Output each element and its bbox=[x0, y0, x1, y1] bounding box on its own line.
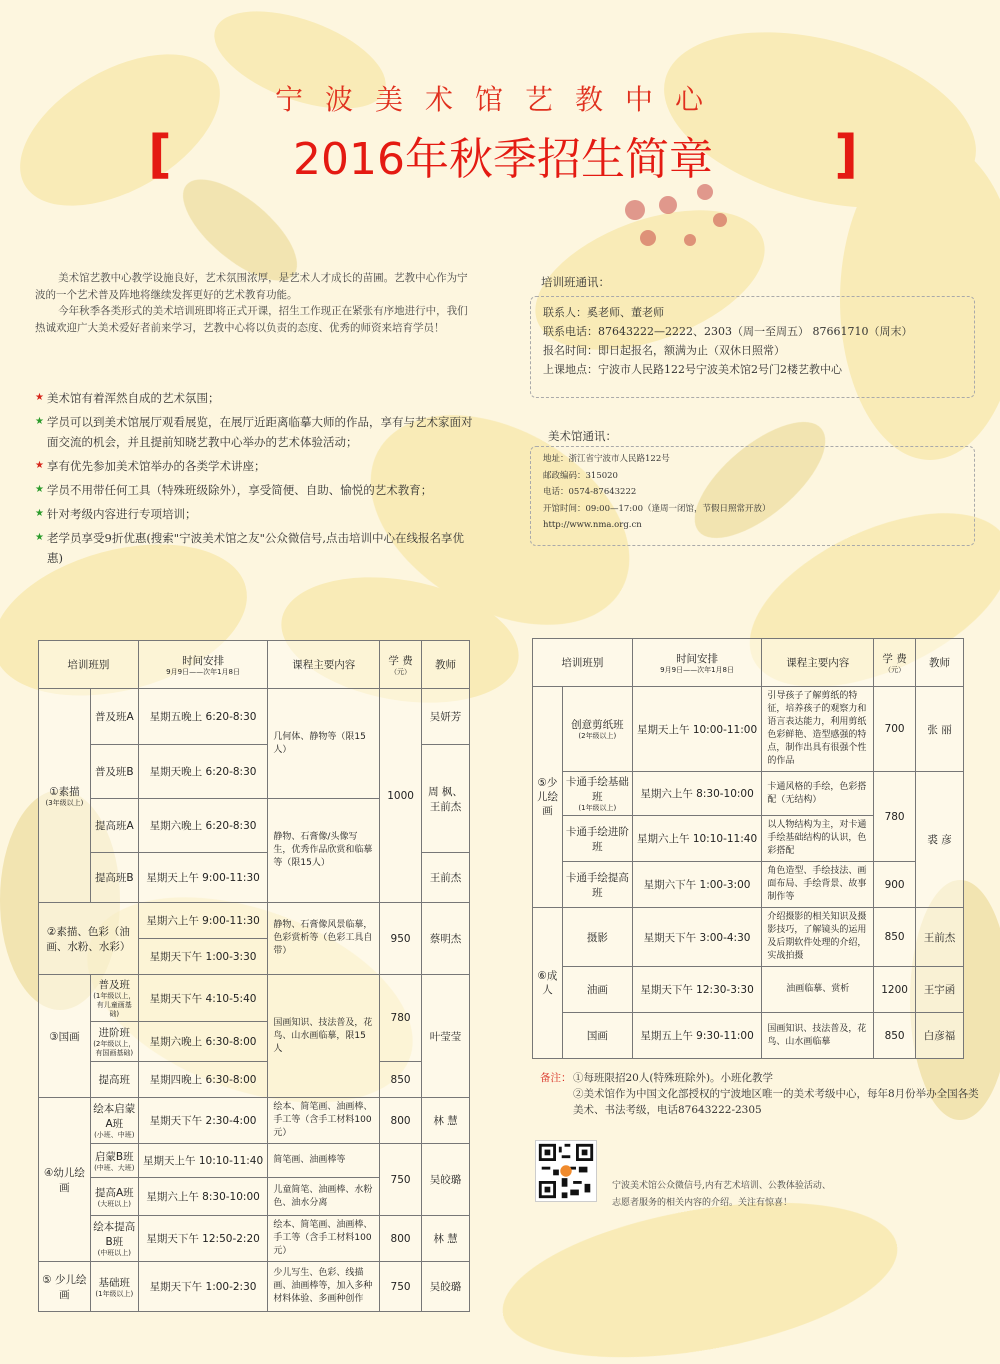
museum-postcode: 邮政编码：315020 bbox=[543, 470, 618, 481]
content-cell: 几何体、静物等（限15人） bbox=[268, 689, 380, 799]
time-cell: 星期六上午 8:30-10:00 bbox=[138, 1178, 268, 1216]
contact-box bbox=[530, 296, 975, 398]
table-row bbox=[39, 1062, 470, 1098]
content-cell: 简笔画、油画棒等 bbox=[268, 1144, 380, 1178]
table-row bbox=[39, 1216, 470, 1262]
qr-caption: 宁波美术馆公众微信号,内有艺术培训、公教体验活动、 志愿者服务的相关内容的介绍。关注有惊喜！ bbox=[612, 1181, 831, 1208]
group-cell: ③国画 bbox=[39, 975, 91, 1098]
fee-cell: 900 bbox=[874, 862, 916, 908]
title-text: 2016年秋季招生简章 bbox=[293, 134, 713, 185]
benefit-item: ★ 学员不用带任何工具（特殊班级除外），享受简便、自助、愉悦的艺术教育； bbox=[35, 480, 480, 500]
museum-title: 美术馆通讯： bbox=[548, 429, 617, 443]
header-fee: 学 费 （元） bbox=[874, 639, 916, 687]
teacher-cell: 王前杰 bbox=[422, 853, 470, 903]
content-cell: 介绍摄影的相关知识及摄影技巧，了解镜头的运用及后期软件处理的介绍，实战拍摄 bbox=[762, 908, 874, 967]
table-row bbox=[39, 689, 470, 745]
teacher-cell: 吴妍芳 bbox=[422, 689, 470, 745]
class-cell: 摄影 bbox=[562, 908, 632, 967]
table-row bbox=[533, 967, 964, 1013]
content-cell: 卡通风格的手绘，色彩搭配（无结构） bbox=[762, 772, 874, 816]
fee-cell: 850 bbox=[874, 908, 916, 967]
benefit-item: ★ 享有优先参加美术馆举办的各类学术讲座； bbox=[35, 456, 480, 476]
fee-cell: 1000 bbox=[380, 689, 422, 903]
fee-cell: 780 bbox=[874, 772, 916, 862]
time-cell: 星期天下午 1:00-3:30 bbox=[138, 939, 268, 975]
content-cell: 绘本、简笔画、油画棒、手工等（含手工材料100元） bbox=[268, 1216, 380, 1262]
class-cell: 卡通手绘提高班 bbox=[562, 862, 632, 908]
star-icon: ★ bbox=[35, 532, 44, 543]
group-cell: ⑥成人 bbox=[533, 908, 563, 1059]
teacher-cell: 周 枫、王前杰 bbox=[422, 745, 470, 853]
group-cell: ⑤ 少儿绘画 bbox=[39, 1262, 91, 1312]
bracket-right: ] bbox=[834, 125, 858, 185]
fee-cell: 750 bbox=[380, 1262, 422, 1312]
content-cell: 静物、石膏像风景临摹，色彩赏析等（色彩工具自带） bbox=[268, 903, 380, 975]
fee-cell: 750 bbox=[380, 1144, 422, 1216]
benefit-item: ★ 针对考级内容进行专项培训； bbox=[35, 504, 480, 524]
class-cell: 基础班 (1年级以上) bbox=[90, 1262, 138, 1312]
time-cell: 星期六上午 10:10-11:40 bbox=[632, 816, 762, 862]
group-cell: ⑤少儿绘画 bbox=[533, 687, 563, 908]
star-icon: ★ bbox=[35, 460, 44, 471]
intro-paragraph: 美术馆艺教中心教学设施良好，艺术氛围浓厚，是艺术人才成长的苗圃。艺教中心作为宁波的一个艺术普及阵地将继续发挥更好的艺术教育功能。 bbox=[35, 272, 468, 301]
teacher-cell: 王宇函 bbox=[916, 967, 964, 1013]
teacher-cell: 蔡明杰 bbox=[422, 903, 470, 975]
museum-phone: 电话：0574-87643222 bbox=[543, 487, 637, 497]
content-cell: 国画知识、技法普及，花鸟、山水画临摹 bbox=[762, 1013, 874, 1059]
class-cell: 普及班A bbox=[90, 689, 138, 745]
contact-phone: 联系电话：87643222—2222、2303（周一至周五） 87661710（周末） bbox=[543, 325, 913, 338]
fee-cell: 950 bbox=[380, 903, 422, 975]
time-cell: 星期六晚上 6:30-8:00 bbox=[138, 1022, 268, 1062]
benefits-list bbox=[35, 388, 480, 572]
intro-text bbox=[35, 270, 475, 336]
header-time: 时间安排 9月9日——次年1月8日 bbox=[632, 639, 762, 687]
teacher-cell: 林 慧 bbox=[422, 1216, 470, 1262]
bracket-left: [ bbox=[148, 125, 172, 185]
time-cell: 星期天上午 9:00-11:30 bbox=[138, 853, 268, 903]
benefit-item: ★ 学员可以到美术馆展厅观看展览，在展厅近距离临摹大师的作品，享有与艺术家面对面交流的机会，并且提前知晓艺教中心举办的艺术体验活动； bbox=[35, 412, 480, 452]
teacher-cell: 叶莹莹 bbox=[422, 975, 470, 1098]
class-cell: 国画 bbox=[562, 1013, 632, 1059]
star-icon: ★ bbox=[35, 484, 44, 495]
class-cell: 提高A班 (大班以上) bbox=[90, 1178, 138, 1216]
class-cell: 卡通手绘基础班 (1年级以上) bbox=[562, 772, 632, 816]
content-cell: 绘本、简笔画、油画棒、手工等（含手工材料100元） bbox=[268, 1098, 380, 1144]
time-cell: 星期六下午 1:00-3:00 bbox=[632, 862, 762, 908]
header-teacher: 教师 bbox=[422, 641, 470, 689]
note-item: ②美术馆作为中国文化部授权的宁波地区唯一的美术考级中心，每年8月份举办全国各类美术、书法考级，电话87643222-2305 bbox=[573, 1088, 979, 1116]
table-row bbox=[533, 772, 964, 816]
content-cell: 油画临摹、赏析 bbox=[762, 967, 874, 1013]
time-cell: 星期天下午 3:00-4:30 bbox=[632, 908, 762, 967]
time-cell: 星期五晚上 6:20-8:30 bbox=[138, 689, 268, 745]
museum-website[interactable]: http://www.nma.org.cn bbox=[543, 520, 642, 530]
main-title bbox=[148, 125, 858, 185]
museum-box bbox=[530, 446, 975, 546]
table-header-row bbox=[533, 639, 964, 687]
class-cell: 普及班B bbox=[90, 745, 138, 799]
time-cell: 星期天下午 1:00-2:30 bbox=[138, 1262, 268, 1312]
course-table-right bbox=[532, 638, 964, 1059]
contact-title: 培训班通讯： bbox=[541, 275, 610, 289]
table-row bbox=[39, 1144, 470, 1178]
class-cell: 提高班 bbox=[90, 1062, 138, 1098]
time-cell: 星期天上午 10:10-11:40 bbox=[138, 1144, 268, 1178]
fee-cell: 800 bbox=[380, 1098, 422, 1144]
header-teacher: 教师 bbox=[916, 639, 964, 687]
time-cell: 星期天下午 12:30-3:30 bbox=[632, 967, 762, 1013]
header-fee: 学 费 （元） bbox=[380, 641, 422, 689]
intro-paragraph: 今年秋季各类形式的美术培训班即将正式开课，招生工作现正在紧张有序地进行中，我们热诚欢迎广大美术爱好者前来学习，艺教中心将以负责的态度、优秀的师资来培育学员！ bbox=[35, 305, 468, 334]
fee-cell: 780 bbox=[380, 975, 422, 1062]
teacher-cell: 白彦福 bbox=[916, 1013, 964, 1059]
table-row bbox=[39, 975, 470, 1022]
class-cell: 绘本启蒙A班 (小班、中班) bbox=[90, 1098, 138, 1144]
header-content: 课程主要内容 bbox=[268, 641, 380, 689]
teacher-cell: 裘 彦 bbox=[916, 772, 964, 908]
header-time: 时间安排 9月9日——次年1月8日 bbox=[138, 641, 268, 689]
org-title: 宁波美术馆艺教中心 bbox=[274, 83, 725, 116]
content-cell: 少儿写生、色彩、线描画、油画棒等，加入多种材料体验、多画种创作 bbox=[268, 1262, 380, 1312]
fee-cell: 850 bbox=[380, 1062, 422, 1098]
course-table-left bbox=[38, 640, 470, 1312]
benefit-item: ★ 老学员享受9折优惠(搜索"宁波美术馆之友"公众微信号,点击培训中心在线报名享优惠) bbox=[35, 528, 480, 568]
museum-hours: 开馆时间：09:00—17:00（逢周一闭馆，节假日照常开放） bbox=[543, 503, 771, 514]
enroll-time: 报名时间：即日起报名，额满为止（双休日照常） bbox=[543, 344, 785, 357]
class-cell: 油画 bbox=[562, 967, 632, 1013]
time-cell: 星期六上午 8:30-10:00 bbox=[632, 772, 762, 816]
content-cell: 引导孩子了解剪纸的特征，培养孩子的观察力和语言表达能力，利用剪纸色彩鲜艳、造型感强的特点，制作出具有很强个性的作品 bbox=[762, 687, 874, 772]
table-row bbox=[533, 1013, 964, 1059]
fee-cell: 850 bbox=[874, 1013, 916, 1059]
content-cell: 儿童简笔、油画棒、水粉色、油水分离 bbox=[268, 1178, 380, 1216]
teacher-cell: 张 丽 bbox=[916, 687, 964, 772]
time-cell: 星期六晚上 6:20-8:30 bbox=[138, 799, 268, 853]
table-row bbox=[39, 1098, 470, 1144]
class-cell: 普及班 (1年级以上，有儿童画基础) bbox=[90, 975, 138, 1022]
content-cell: 国画知识、技法普及，花鸟、山水画临摹，限15人 bbox=[268, 975, 380, 1098]
class-cell: 提高班B bbox=[90, 853, 138, 903]
class-cell: 卡通手绘进阶班 bbox=[562, 816, 632, 862]
group-cell: ②素描、色彩（油画、水粉、水彩） bbox=[39, 903, 139, 975]
class-cell: 绘本提高B班 (中班以上) bbox=[90, 1216, 138, 1262]
time-cell: 星期四晚上 6:30-8:00 bbox=[138, 1062, 268, 1098]
star-icon: ★ bbox=[35, 392, 44, 403]
note-item: ①每班限招20人(特殊班除外)。小班化教学 bbox=[573, 1072, 774, 1084]
time-cell: 星期天下午 4:10-5:40 bbox=[138, 975, 268, 1022]
header-class: 培训班别 bbox=[533, 639, 633, 687]
notes-label: 备注： bbox=[540, 1072, 572, 1084]
class-cell: 启蒙B班 (中班、大班) bbox=[90, 1144, 138, 1178]
table-row bbox=[533, 687, 964, 772]
time-cell: 星期天下午 12:50-2:20 bbox=[138, 1216, 268, 1262]
museum-address: 地址：浙江省宁波市人民路122号 bbox=[543, 454, 670, 464]
group-cell: ④幼儿绘画 bbox=[39, 1098, 91, 1262]
time-cell: 星期天上午 10:00-11:00 bbox=[632, 687, 762, 772]
class-cell: 进阶班 (2年级以上，有国画基础) bbox=[90, 1022, 138, 1062]
table-header-row bbox=[39, 641, 470, 689]
teacher-cell: 王前杰 bbox=[916, 908, 964, 967]
fee-cell: 1200 bbox=[874, 967, 916, 1013]
class-location: 上课地点：宁波市人民路122号宁波美术馆2号门2楼艺教中心 bbox=[543, 363, 842, 376]
fee-cell: 700 bbox=[874, 687, 916, 772]
time-cell: 星期天晚上 6:20-8:30 bbox=[138, 745, 268, 799]
notes bbox=[540, 1070, 980, 1118]
header-content: 课程主要内容 bbox=[762, 639, 874, 687]
class-cell: 创意剪纸班 (2年级以上) bbox=[562, 687, 632, 772]
contact-person: 联系人：奚老师、董老师 bbox=[543, 306, 664, 319]
time-cell: 星期五上午 9:30-11:00 bbox=[632, 1013, 762, 1059]
time-cell: 星期六上午 9:00-11:30 bbox=[138, 903, 268, 939]
star-icon: ★ bbox=[35, 508, 44, 519]
class-cell: 提高班A bbox=[90, 799, 138, 853]
content-cell: 以人物结构为主，对卡通手绘基础结构的认识，色彩搭配 bbox=[762, 816, 874, 862]
group-cell: ①素描 (3年级以上) bbox=[39, 689, 91, 903]
table-row bbox=[39, 903, 470, 939]
table-row bbox=[533, 862, 964, 908]
teacher-cell: 吴皎璐 bbox=[422, 1262, 470, 1312]
header-class: 培训班别 bbox=[39, 641, 139, 689]
time-cell: 星期天下午 2:30-4:00 bbox=[138, 1098, 268, 1144]
star-icon: ★ bbox=[35, 416, 44, 427]
benefit-item: ★ 美术馆有着浑然自成的艺术氛围； bbox=[35, 388, 480, 408]
table-row bbox=[533, 908, 964, 967]
table-row bbox=[39, 1262, 470, 1312]
teacher-cell: 吴皎璐 bbox=[422, 1144, 470, 1216]
content-cell: 角色造型、手绘技法、画面布局、手绘背景、故事制作等 bbox=[762, 862, 874, 908]
content-cell: 静物、石膏像/头像写生，优秀作品欣赏和临摹等（限15人） bbox=[268, 799, 380, 903]
fee-cell: 800 bbox=[380, 1216, 422, 1262]
teacher-cell: 林 慧 bbox=[422, 1098, 470, 1144]
qr-code bbox=[535, 1140, 597, 1202]
